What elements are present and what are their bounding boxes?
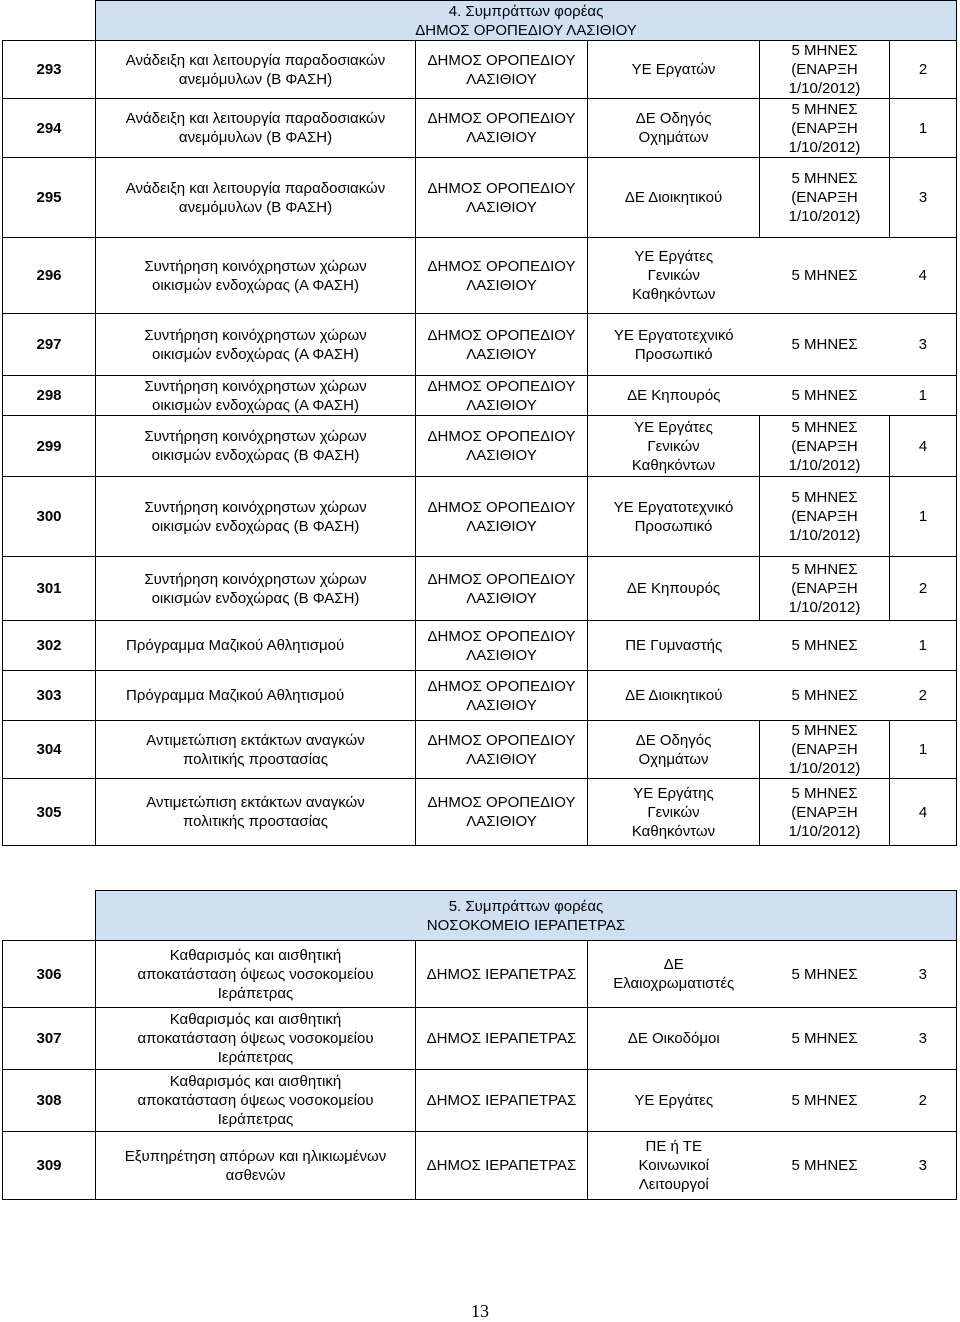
implementing-body: ΔΗΜΟΣ ΟΡΟΠΕΔΙΟΥ ΛΑΣΙΘΙΟΥ [416,314,588,376]
position-specialty: ΔΕ Διοικητικού [588,671,760,721]
row-number: 296 [3,238,96,314]
table-row [3,779,957,846]
project-title: Συντήρηση κοινόχρηστων χώρων οικισμών ενδοχώρας (Α ΦΑΣΗ) [96,238,416,314]
page-number: 13 [471,1301,489,1321]
project-title: Ανάδειξη και λειτουργία παραδοσιακών ανεμόμυλων (Β ΦΑΣΗ) [96,158,416,238]
positions-count: 4 [890,238,957,314]
contract-duration: 5 ΜΗΝΕΣ [760,314,890,376]
positions-count: 1 [890,99,957,158]
project-title: Πρόγραμμα Μαζικού Αθλητισμού [96,671,416,721]
implementing-body: ΔΗΜΟΣ ΟΡΟΠΕΔΙΟΥ ΛΑΣΙΘΙΟΥ [416,158,588,238]
contract-duration: 5 ΜΗΝΕΣ (ΕΝΑΡΞΗ 1/10/2012) [760,477,890,557]
project-title: Αντιμετώπιση εκτάκτων αναγκών πολιτικής προστασίας [96,721,416,779]
contract-duration: 5 ΜΗΝΕΣ [760,1070,890,1132]
table-row [3,416,957,477]
positions-count: 3 [890,1008,957,1070]
row-number: 297 [3,314,96,376]
position-specialty: ΔΕ Οδηγός Οχημάτων [588,721,760,779]
contract-duration: 5 ΜΗΝΕΣ [760,376,890,416]
row-number: 294 [3,99,96,158]
table-row [3,671,957,721]
implementing-body: ΔΗΜΟΣ ΙΕΡΑΠΕΤΡΑΣ [416,1008,588,1070]
position-specialty: ΥΕ Εργατών [588,41,760,99]
row-number: 301 [3,557,96,621]
contract-duration: 5 ΜΗΝΕΣ (ΕΝΑΡΞΗ 1/10/2012) [760,41,890,99]
project-title: Αντιμετώπιση εκτάκτων αναγκών πολιτικής προστασίας [96,779,416,846]
table-row [3,238,957,314]
implementing-body: ΔΗΜΟΣ ΙΕΡΑΠΕΤΡΑΣ [416,1070,588,1132]
position-specialty: ΔΕ Οικοδόμοι [588,1008,760,1070]
table-row [3,557,957,621]
row-number: 303 [3,671,96,721]
implementing-body: ΔΗΜΟΣ ΟΡΟΠΕΔΙΟΥ ΛΑΣΙΘΙΟΥ [416,416,588,477]
positions-count: 1 [890,477,957,557]
contract-duration: 5 ΜΗΝΕΣ [760,941,890,1008]
position-specialty: ΥΕ Εργάτες Γενικών Καθηκόντων [588,416,760,477]
contract-duration: 5 ΜΗΝΕΣ (ΕΝΑΡΞΗ 1/10/2012) [760,99,890,158]
project-title: Εξυπηρέτηση απόρων και ηλικιωμένων ασθενών [96,1132,416,1200]
section-5-header: 5. Συμπράττων φορέας ΝΟΣΟΚΟΜΕΙΟ ΙΕΡΑΠΕΤΡΑΣ [96,891,957,941]
table-row [3,477,957,557]
section-4-table [2,0,957,846]
contract-duration: 5 ΜΗΝΕΣ (ΕΝΑΡΞΗ 1/10/2012) [760,779,890,846]
position-specialty: ΔΕ Ελαιοχρωματιστές [588,941,760,1008]
contract-duration: 5 ΜΗΝΕΣ [760,238,890,314]
table-row [3,941,957,1008]
row-number: 305 [3,779,96,846]
position-specialty: ΥΕ Εργατοτεχνικό Προσωπικό [588,314,760,376]
contract-duration: 5 ΜΗΝΕΣ (ΕΝΑΡΞΗ 1/10/2012) [760,721,890,779]
row-number: 306 [3,941,96,1008]
table-row [3,314,957,376]
table-row [3,376,957,416]
table-row [3,1070,957,1132]
table-row [3,1132,957,1200]
positions-count: 2 [890,1070,957,1132]
project-title: Ανάδειξη και λειτουργία παραδοσιακών ανεμόμυλων (Β ΦΑΣΗ) [96,41,416,99]
row-number: 298 [3,376,96,416]
section-5-table [2,890,957,1200]
implementing-body: ΔΗΜΟΣ ΟΡΟΠΕΔΙΟΥ ΛΑΣΙΘΙΟΥ [416,477,588,557]
row-number: 309 [3,1132,96,1200]
project-title: Συντήρηση κοινόχρηστων χώρων οικισμών ενδοχώρας (Β ΦΑΣΗ) [96,557,416,621]
implementing-body: ΔΗΜΟΣ ΟΡΟΠΕΔΙΟΥ ΛΑΣΙΘΙΟΥ [416,671,588,721]
project-title: Συντήρηση κοινόχρηστων χώρων οικισμών ενδοχώρας (Β ΦΑΣΗ) [96,416,416,477]
position-specialty: ΔΕ Κηπουρός [588,376,760,416]
row-number: 308 [3,1070,96,1132]
positions-count: 2 [890,557,957,621]
section-4-header: 4. Συμπράττων φορέας ΔΗΜΟΣ ΟΡΟΠΕΔΙΟΥ ΛΑΣΙΘΙΟΥ [96,1,957,41]
row-number: 302 [3,621,96,671]
position-specialty: ΔΕ Οδηγός Οχημάτων [588,99,760,158]
row-number: 300 [3,477,96,557]
positions-count: 4 [890,416,957,477]
implementing-body: ΔΗΜΟΣ ΟΡΟΠΕΔΙΟΥ ΛΑΣΙΘΙΟΥ [416,779,588,846]
row-number: 304 [3,721,96,779]
implementing-body: ΔΗΜΟΣ ΟΡΟΠΕΔΙΟΥ ΛΑΣΙΘΙΟΥ [416,376,588,416]
positions-count: 3 [890,1132,957,1200]
implementing-body: ΔΗΜΟΣ ΟΡΟΠΕΔΙΟΥ ΛΑΣΙΘΙΟΥ [416,557,588,621]
contract-duration: 5 ΜΗΝΕΣ (ΕΝΑΡΞΗ 1/10/2012) [760,557,890,621]
positions-count: 1 [890,721,957,779]
position-specialty: ΔΕ Διοικητικού [588,158,760,238]
row-number: 293 [3,41,96,99]
position-specialty: ΠΕ ή ΤΕ Κοινωνικοί Λειτουργοί [588,1132,760,1200]
project-title: Καθαρισμός και αισθητική αποκατάσταση όψεως νοσοκομείου Ιεράπετρας [96,1008,416,1070]
project-title: Καθαρισμός και αισθητική αποκατάσταση όψεως νοσοκομείου Ιεράπετρας [96,941,416,1008]
table-row [3,1008,957,1070]
contract-duration: 5 ΜΗΝΕΣ [760,621,890,671]
project-title: Συντήρηση κοινόχρηστων χώρων οικισμών ενδοχώρας (Β ΦΑΣΗ) [96,477,416,557]
positions-count: 1 [890,376,957,416]
row-number: 307 [3,1008,96,1070]
row-number: 295 [3,158,96,238]
contract-duration: 5 ΜΗΝΕΣ (ΕΝΑΡΞΗ 1/10/2012) [760,158,890,238]
positions-count: 3 [890,941,957,1008]
implementing-body: ΔΗΜΟΣ ΙΕΡΑΠΕΤΡΑΣ [416,941,588,1008]
position-specialty: ΥΕ Εργάτες [588,1070,760,1132]
implementing-body: ΔΗΜΟΣ ΟΡΟΠΕΔΙΟΥ ΛΑΣΙΘΙΟΥ [416,721,588,779]
positions-count: 3 [890,314,957,376]
project-title: Καθαρισμός και αισθητική αποκατάσταση όψεως νοσοκομείου Ιεράπετρας [96,1070,416,1132]
contract-duration: 5 ΜΗΝΕΣ [760,1132,890,1200]
project-title: Πρόγραμμα Μαζικού Αθλητισμού [96,621,416,671]
implementing-body: ΔΗΜΟΣ ΟΡΟΠΕΔΙΟΥ ΛΑΣΙΘΙΟΥ [416,621,588,671]
position-specialty: ΔΕ Κηπουρός [588,557,760,621]
row-number: 299 [3,416,96,477]
contract-duration: 5 ΜΗΝΕΣ [760,671,890,721]
positions-count: 3 [890,158,957,238]
project-title: Συντήρηση κοινόχρηστων χώρων οικισμών ενδοχώρας (Α ΦΑΣΗ) [96,376,416,416]
positions-count: 4 [890,779,957,846]
positions-count: 1 [890,621,957,671]
positions-count: 2 [890,671,957,721]
table-row [3,721,957,779]
position-specialty: ΥΕ Εργατοτεχνικό Προσωπικό [588,477,760,557]
table-row [3,99,957,158]
project-title: Συντήρηση κοινόχρηστων χώρων οικισμών ενδοχώρας (Α ΦΑΣΗ) [96,314,416,376]
position-specialty: ΥΕ Εργάτης Γενικών Καθηκόντων [588,779,760,846]
table-row [3,621,957,671]
contract-duration: 5 ΜΗΝΕΣ (ΕΝΑΡΞΗ 1/10/2012) [760,416,890,477]
implementing-body: ΔΗΜΟΣ ΟΡΟΠΕΔΙΟΥ ΛΑΣΙΘΙΟΥ [416,41,588,99]
position-specialty: ΠΕ Γυμναστής [588,621,760,671]
implementing-body: ΔΗΜΟΣ ΟΡΟΠΕΔΙΟΥ ΛΑΣΙΘΙΟΥ [416,99,588,158]
implementing-body: ΔΗΜΟΣ ΙΕΡΑΠΕΤΡΑΣ [416,1132,588,1200]
table-row [3,158,957,238]
table-row [3,41,957,99]
implementing-body: ΔΗΜΟΣ ΟΡΟΠΕΔΙΟΥ ΛΑΣΙΘΙΟΥ [416,238,588,314]
positions-count: 2 [890,41,957,99]
position-specialty: ΥΕ Εργάτες Γενικών Καθηκόντων [588,238,760,314]
contract-duration: 5 ΜΗΝΕΣ [760,1008,890,1070]
project-title: Ανάδειξη και λειτουργία παραδοσιακών ανεμόμυλων (Β ΦΑΣΗ) [96,99,416,158]
